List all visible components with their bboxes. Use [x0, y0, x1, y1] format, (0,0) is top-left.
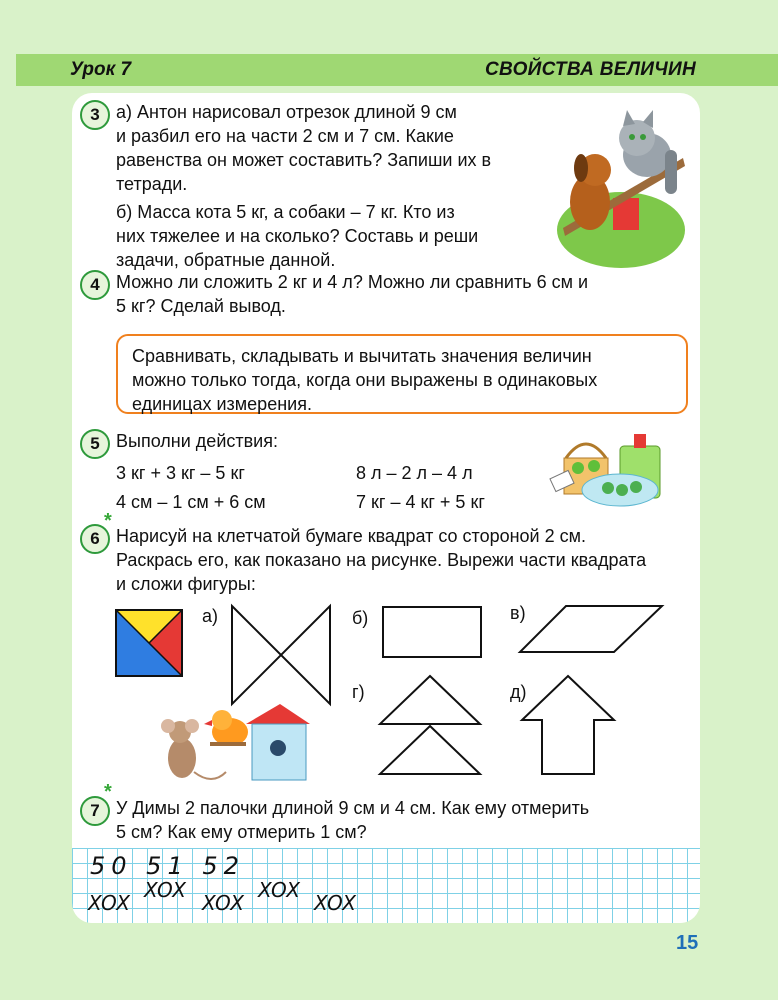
page-number: 15: [676, 932, 699, 954]
task7-line1: У Димы 2 палочки длиной 9 см и 4 см. Как ему отмерить: [116, 798, 590, 818]
task5-intro: Выполни действия:: [116, 431, 278, 451]
task-number-4: 4: [80, 270, 110, 300]
task7-line2: 5 см? Как ему отмерить 1 см?: [116, 822, 367, 842]
shape-d-arrow: [520, 674, 616, 776]
task4-line1: Можно ли сложить 2 кг и 4 л? Можно ли сравнить 6 см и: [116, 272, 589, 292]
task3-a-line1: а) Антон нарисовал отрезок длиной 9 см: [116, 102, 457, 122]
task5-expr4: 7 кг – 4 кг + 5 кг: [356, 492, 485, 512]
task5-expr3: 4 см – 1 см + 6 см: [116, 492, 266, 512]
handwritten-pattern-2: XOX: [144, 878, 186, 902]
task-number-5: 5: [80, 429, 110, 459]
lesson-title: СВОЙСТВА ВЕЛИЧИН: [485, 59, 696, 80]
rule-box: [116, 334, 688, 414]
task-number-7: 7: [80, 796, 110, 826]
task3-b-line3: задачи, обратные данной.: [116, 250, 336, 270]
handwritten-pattern-5: XOX: [314, 891, 356, 915]
shape-v-parallelogram: [518, 604, 664, 654]
task-number-6: 6: [80, 524, 110, 554]
colored-square-figure: [116, 610, 182, 676]
handwritten-pattern-3: XOX: [202, 891, 244, 915]
shape-label-a: а): [202, 606, 219, 626]
cat-dog-seesaw-illustration: [555, 110, 690, 270]
handwritten-numbers: 50 51 52: [90, 852, 245, 880]
task3-b-line2: них тяжелее и на сколько? Составь и реши: [116, 226, 479, 246]
shape-b-rectangle: [382, 606, 482, 658]
task4-line2: 5 кг? Сделай вывод.: [116, 296, 286, 316]
task5-expr2: 8 л – 2 л – 4 л: [356, 463, 473, 483]
task3-a-line2: и разбил его на части 2 см и 7 см. Какие: [116, 126, 454, 146]
task5-expr1: 3 кг + 3 кг – 5 кг: [116, 463, 245, 483]
basket-bowl-bottle-illustration: [550, 428, 690, 518]
task6-line2: Раскрась его, как показано на рисунке. Вырежи части квадрата: [116, 550, 647, 570]
rule-line2: можно только тогда, когда они выражены в одинаковых: [132, 370, 598, 390]
task3-b-line1: б) Масса кота 5 кг, а собаки – 7 кг. Кто из: [116, 202, 455, 222]
shape-label-d: д): [510, 682, 527, 702]
task3-a-line3: равенства он может составить? Запиши их в: [116, 150, 492, 170]
shape-label-g: г): [352, 682, 365, 702]
shape-a-bowtie: [230, 604, 332, 706]
task6-star: *: [104, 510, 112, 532]
handwritten-pattern-4: XOX: [258, 878, 300, 902]
shape-g-two-triangles: [378, 674, 482, 776]
rule-line1: Сравнивать, складывать и вычитать значения величин: [132, 346, 592, 366]
task6-line3: и сложи фигуры:: [116, 574, 256, 594]
task-number-3: 3: [80, 100, 110, 130]
shape-label-v: в): [510, 603, 526, 623]
handwritten-pattern-1: XOX: [88, 891, 130, 915]
task7-star: *: [104, 781, 112, 803]
grid-paper: [72, 848, 700, 923]
rule-line3: единицах измерения.: [132, 394, 312, 414]
lesson-number: Урок 7: [70, 59, 132, 80]
shape-label-b: б): [352, 608, 369, 628]
task3-a-line4: тетради.: [116, 174, 188, 194]
mouse-birdhouse-illustration: [160, 702, 310, 788]
task6-line1: Нарисуй на клетчатой бумаге квадрат со стороной 2 см.: [116, 526, 587, 546]
